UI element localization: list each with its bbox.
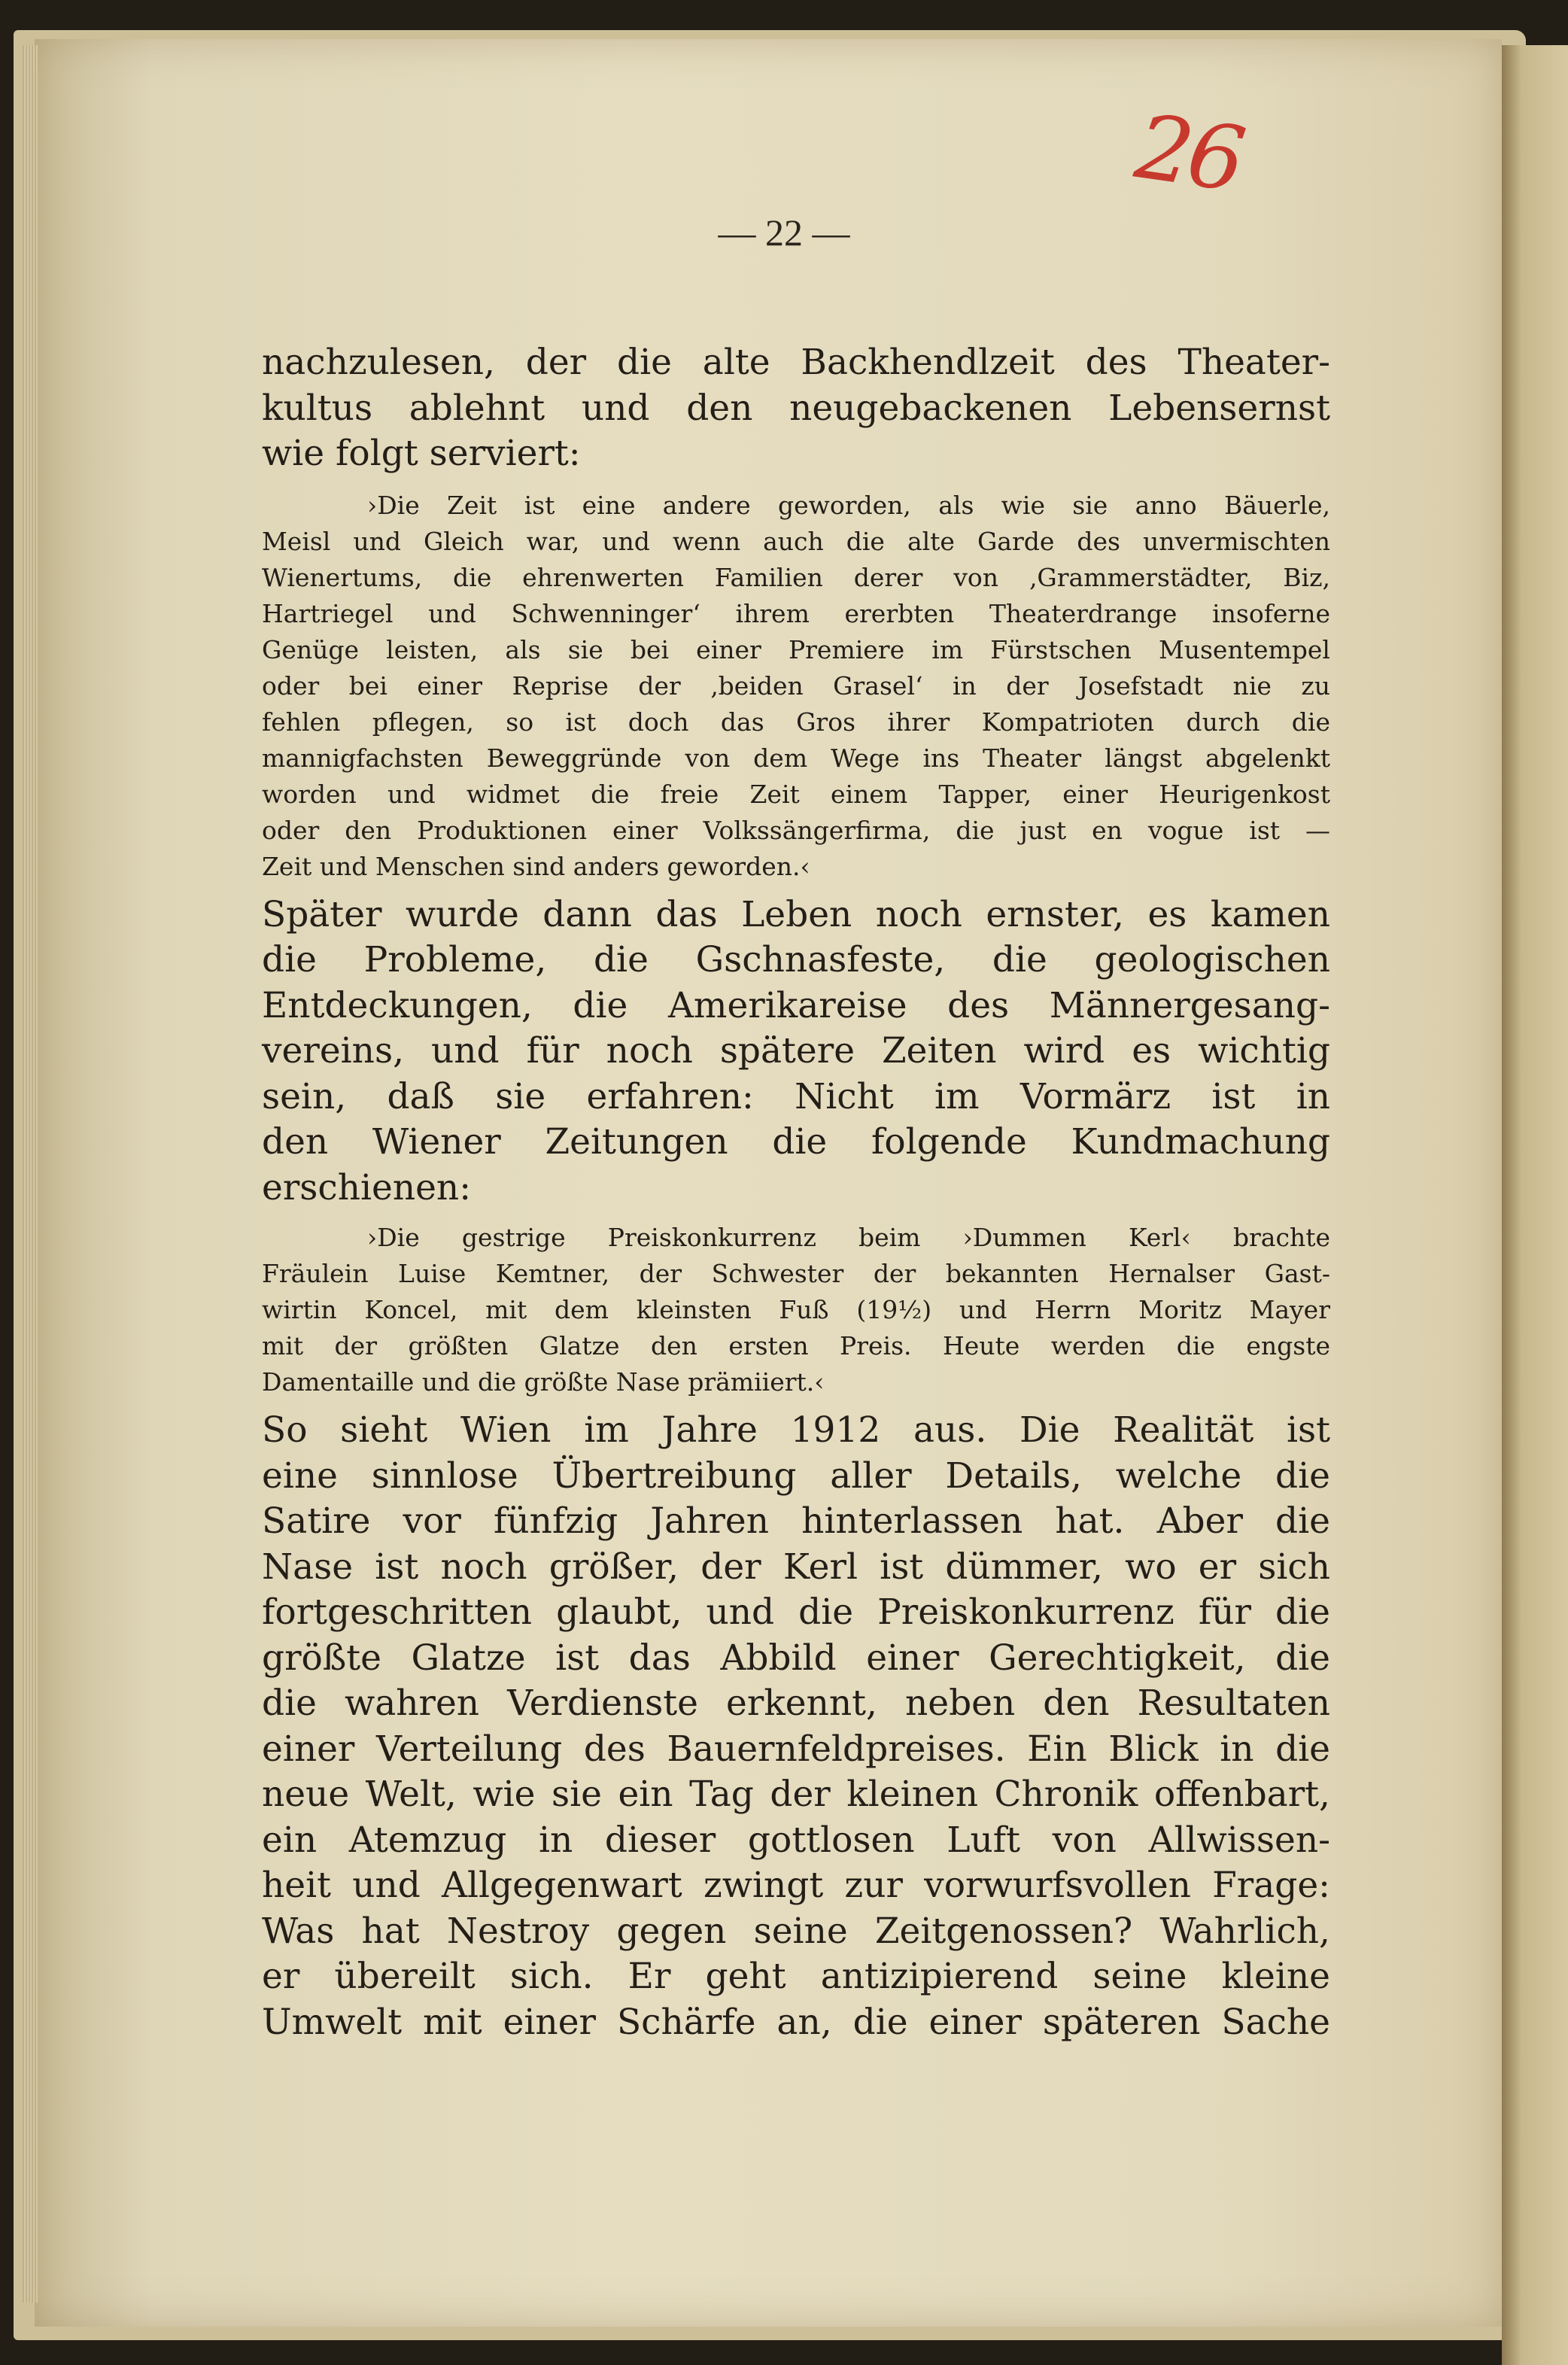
quote-line: oder den Produktionen einer Volkssängerfirma, die just en vogue ist — xyxy=(262,815,1330,845)
text-line: Umwelt mit einer Schärfe an, die einer späteren Sache xyxy=(262,2001,1330,2043)
text-line: die wahren Verdienste erkennt, neben den Resultaten xyxy=(262,1683,1330,1724)
quote-line: Damentaille und die größte Nase prämiiert.‹ xyxy=(262,1367,825,1397)
quote-line: ›Die gestrige Preiskonkurrenz beim ›Dummen Kerl‹ brachte xyxy=(367,1223,1330,1252)
quotation-1 xyxy=(262,488,1330,885)
text-line: kultus ablehnt und den neugebackenen Lebensernst xyxy=(262,387,1330,429)
quote-line: Meisl und Gleich war, und wenn auch die alte Garde des unvermischten xyxy=(262,526,1330,556)
text-line: Später wurde dann das Leben noch ernster, es kamen xyxy=(262,893,1330,935)
quote-line: oder bei einer Reprise der ‚beiden Grasel‘ in der Josefstadt nie zu xyxy=(262,670,1330,701)
text-line: ein Atemzug in dieser gottlosen Luft von Allwissen- xyxy=(262,1819,1330,1861)
handwritten-folio-number: 26 xyxy=(1129,94,1247,212)
text-line: fortgeschritten glaubt, und die Preiskonkurrenz für die xyxy=(262,1591,1330,1633)
quote-line: Wienertums, die ehrenwerten Familien derer von ‚Grammerstädter, Biz, xyxy=(262,562,1330,592)
quote-line: wirtin Koncel, mit dem kleinsten Fuß (19½) und Herrn Moritz Mayer xyxy=(262,1295,1330,1324)
text-line: größte Glatze ist das Abbild einer Gerechtigkeit, die xyxy=(262,1637,1330,1679)
text-line: neue Welt, wie sie ein Tag der kleinen Chronik offenbart, xyxy=(262,1774,1330,1815)
text-line: Satire vor fünfzig Jahren hinterlassen hat. Aber die xyxy=(262,1500,1330,1542)
text-line: Entdeckungen, die Amerikareise des Männergesang- xyxy=(262,984,1330,1026)
page-number: — 22 — xyxy=(718,211,850,254)
paragraph-1 xyxy=(262,340,1330,477)
text-block xyxy=(262,340,1330,2045)
paragraph-3 xyxy=(262,1408,1330,2045)
quote-line: Hartriegel und Schwenninger‘ ihrem ererbten Theaterdrange insoferne xyxy=(262,598,1330,628)
quotation-2 xyxy=(262,1220,1330,1400)
text-line: er übereilt sich. Er geht antizipierend seine kleine xyxy=(262,1956,1330,1997)
quote-line: Genüge leisten, als sie bei einer Premiere im Fürstschen Musentempel xyxy=(262,634,1330,664)
quote-line: Zeit und Menschen sind anders geworden.‹ xyxy=(262,851,810,881)
quote-line: mannigfachsten Beweggründe von dem Wege ins Theater längst abgelenkt xyxy=(262,743,1330,773)
text-line: vereins, und für noch spätere Zeiten wird es wichtig xyxy=(262,1030,1330,1072)
facing-page-edge xyxy=(1502,45,1568,2365)
text-line: die Probleme, die Gschnasfeste, die geologischen xyxy=(262,939,1330,980)
quote-line: mit der größten Glatze den ersten Preis. Heute werden die engste xyxy=(262,1331,1330,1360)
quote-line: worden und widmet die freie Zeit einem Tapper, einer Heurigenkost xyxy=(262,779,1330,809)
text-line: Was hat Nestroy gegen seine Zeitgenossen? Wahrlich, xyxy=(262,1910,1330,1952)
text-line: wie folgt serviert: xyxy=(262,433,581,474)
quote-line: Fräulein Luise Kemtner, der Schwester der bekannten Hernalser Gast- xyxy=(262,1259,1330,1288)
text-line: einer Verteilung des Bauernfeldpreises. Ein Blick in die xyxy=(262,1728,1330,1770)
paragraph-2 xyxy=(262,892,1330,1211)
text-line: erschienen: xyxy=(262,1166,472,1208)
text-line: den Wiener Zeitungen die folgende Kundmachung xyxy=(262,1121,1330,1163)
quote-line: fehlen pflegen, so ist doch das Gros ihrer Kompatrioten durch die xyxy=(262,707,1330,737)
quote-line: ›Die Zeit ist eine andere geworden, als wie sie anno Bäuerle, xyxy=(367,490,1330,520)
page-edges xyxy=(23,45,38,2303)
text-line: heit und Allgegenwart zwingt zur vorwurfsvollen Frage: xyxy=(262,1865,1330,1906)
text-line: sein, daß sie erfahren: Nicht im Vormärz ist in xyxy=(262,1075,1330,1117)
text-line: So sieht Wien im Jahre 1912 aus. Die Realität ist xyxy=(262,1409,1330,1451)
text-line: Nase ist noch größer, der Kerl ist dümmer, wo er sich xyxy=(262,1546,1330,1588)
text-line: nachzulesen, der die alte Backhendlzeit des Theater- xyxy=(262,342,1330,383)
text-line: eine sinnlose Übertreibung aller Details, welche die xyxy=(262,1455,1330,1497)
